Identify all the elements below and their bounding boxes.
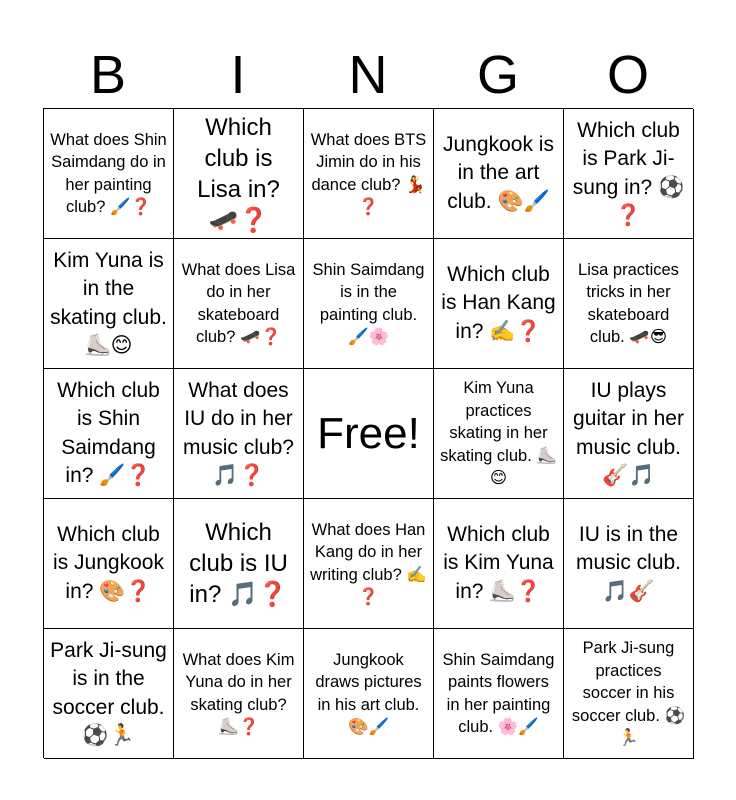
bingo-cell[interactable] xyxy=(174,629,304,759)
bingo-cell[interactable] xyxy=(44,109,174,239)
bingo-cell[interactable] xyxy=(174,499,304,629)
bingo-cell[interactable] xyxy=(304,239,434,369)
cell-text: Park Ji-sung practices soccer in his soccer club. ⚽🏃 xyxy=(571,639,686,748)
cell-text: Jungkook is in the art club. 🎨🖌️ xyxy=(443,132,554,213)
cell-text: What does Han Kang do in her writing club? ✍️❓ xyxy=(310,520,427,606)
bingo-cell[interactable] xyxy=(434,499,564,629)
bingo-cell[interactable] xyxy=(44,239,174,369)
header-letter-o: O xyxy=(606,45,649,105)
header-letter-n: N xyxy=(348,45,388,105)
cell-text: Shin Saimdang is in the painting club. 🖌️🌸 xyxy=(312,260,425,346)
cell-text: What does BTS Jimin do in his dance club? 💃❓ xyxy=(310,130,427,216)
cell-text: Which club is IU in? 🎵❓ xyxy=(189,519,288,608)
cell-text: Which club is Shin Saimdang in? 🖌️❓ xyxy=(57,378,160,487)
bingo-cell[interactable] xyxy=(44,499,174,629)
cell-text: Which club is Jungkook in? 🎨❓ xyxy=(53,522,164,603)
bingo-cell[interactable] xyxy=(564,629,694,759)
bingo-header xyxy=(43,44,693,106)
bingo-cell[interactable] xyxy=(434,369,564,499)
cell-text: Kim Yuna practices skating in her skating club. ⛸️😊 xyxy=(440,379,557,488)
header-letter-b: B xyxy=(89,45,127,105)
bingo-cell[interactable] xyxy=(44,369,174,499)
bingo-cell[interactable] xyxy=(564,109,694,239)
bingo-cell[interactable] xyxy=(174,239,304,369)
bingo-grid xyxy=(43,108,693,758)
bingo-cell[interactable] xyxy=(434,109,564,239)
bingo-cell[interactable] xyxy=(44,629,174,759)
cell-text: Jungkook draws pictures in his art club. 🎨🖌️ xyxy=(315,650,422,736)
cell-text: What does Lisa do in her skateboard club? 🛹❓ xyxy=(181,260,296,346)
cell-text: Kim Yuna is in the skating club. ⛸️😊 xyxy=(50,248,167,357)
bingo-cell[interactable] xyxy=(174,109,304,239)
bingo-cell[interactable] xyxy=(304,499,434,629)
cell-text: Which club is Park Ji-sung in? ⚽❓ xyxy=(572,118,685,227)
cell-text: What does IU do in her music club? 🎵❓ xyxy=(183,378,294,487)
free-space-label: Free! xyxy=(317,408,420,458)
cell-text: What does Shin Saimdang do in her painting club? 🖌️❓ xyxy=(50,130,167,216)
bingo-cell[interactable] xyxy=(564,369,694,499)
bingo-cell[interactable] xyxy=(174,369,304,499)
cell-text: Which club is Lisa in? 🛹❓ xyxy=(197,113,280,234)
cell-text: Shin Saimdang paints flowers in her painting club. 🌸🖌️ xyxy=(442,650,555,736)
cell-text: Lisa practices tricks in her skateboard club. 🛹😎 xyxy=(578,260,679,346)
header-letter-i: I xyxy=(230,45,246,105)
cell-text: What does Kim Yuna do in her skating club? ⛸️❓ xyxy=(182,650,295,736)
header-letter-g: G xyxy=(476,45,519,105)
cell-text: Park Ji-sung is in the soccer club. ⚽🏃 xyxy=(50,638,167,747)
cell-text: IU is in the music club. 🎵🎸 xyxy=(575,522,682,603)
cell-text: Which club is Kim Yuna in? ⛸️❓ xyxy=(443,522,554,603)
bingo-cell[interactable] xyxy=(434,629,564,759)
bingo-cell[interactable] xyxy=(304,629,434,759)
bingo-cell[interactable] xyxy=(564,499,694,629)
bingo-cell[interactable] xyxy=(564,239,694,369)
cell-text: IU plays guitar in her music club. 🎸🎵 xyxy=(573,378,684,487)
free-space-cell[interactable] xyxy=(304,369,434,499)
bingo-cell[interactable] xyxy=(434,239,564,369)
bingo-cell[interactable] xyxy=(304,109,434,239)
cell-text: Which club is Han Kang in? ✍️❓ xyxy=(441,262,556,343)
